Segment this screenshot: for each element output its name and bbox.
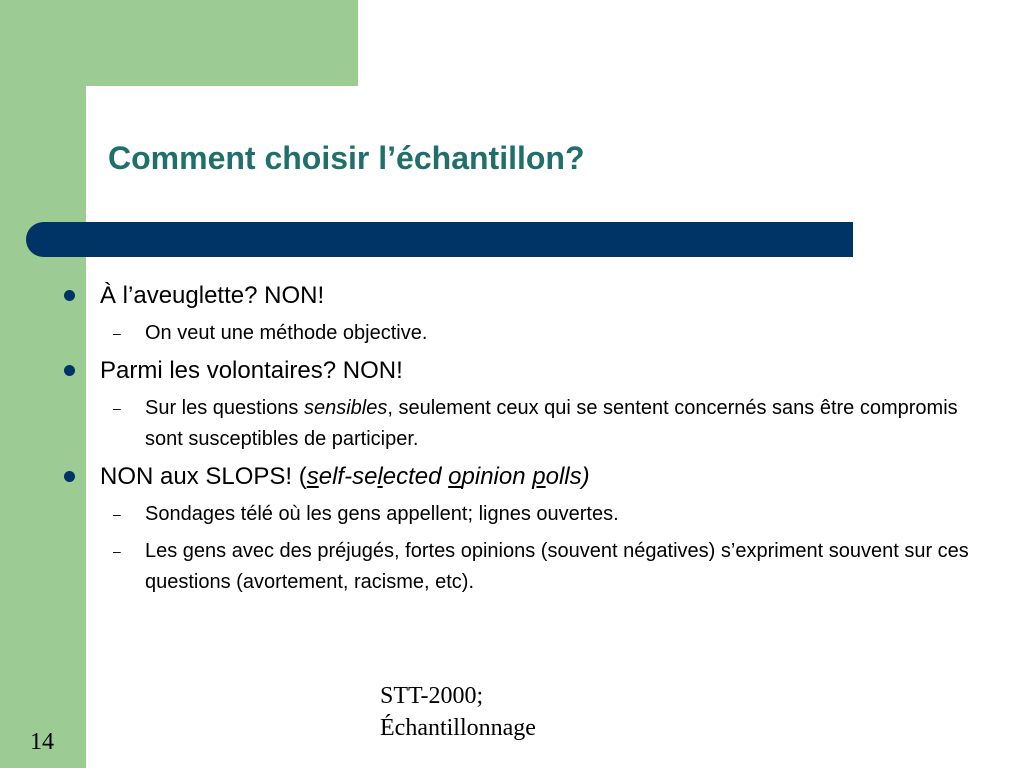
slide-footer [380,680,536,744]
bullet-point-3 [60,461,970,493]
bullet-point-1 [60,280,970,312]
bullet-icon [64,471,75,482]
title-underline-bar [26,222,853,257]
subpoint-text-after: , seulement ceux qui se sentent concernés sans être compromis sont susceptibles de participer. [145,397,958,450]
dash-icon: – [113,400,121,416]
footer-course-code: STT-2000; [380,683,484,709]
subpoint-1-1 [60,318,970,349]
footer-course-name: Échantillonnage [380,715,536,741]
dash-icon: – [113,543,121,559]
slops-letter-o: o [448,463,462,490]
subpoint-text: Sondages télé où les gens appellent; lignes ouvertes. [145,503,619,525]
bullet-icon [64,365,75,376]
subpoint-text-before: Sur les questions [145,397,304,419]
subpoint-emphasis: sensibles [303,397,388,419]
bullet-point-2 [60,355,970,387]
top-green-band [0,0,358,86]
subpoint-text: Les gens avec des préjugés, fortes opinions (souvent négatives) s’expriment souvent sur ces questions (avortement, racisme, etc). [145,540,969,593]
page-number: 14 [30,729,54,755]
subpoint-2-1 [60,393,970,455]
bullet-list [60,280,970,604]
subpoint-3-2 [60,536,970,598]
slops-letter-p: p [532,463,546,490]
subpoint-3-1 [60,499,970,530]
bullet-icon [64,290,75,301]
slops-text-part: olls) [545,463,590,490]
dash-icon: – [113,506,121,522]
slide-title: Comment choisir l’échantillon? [108,140,585,176]
slops-letter-s: s [306,463,319,490]
bullet-text-prefix: NON aux SLOPS! ( [100,463,307,490]
slops-text-part: pinion [461,463,533,490]
slops-text-part: elf-se [318,463,378,490]
slops-text-part: ected [382,463,449,490]
slops-letter-l: l [377,463,383,490]
dash-icon: – [113,325,121,341]
subpoint-text: On veut une méthode objective. [145,322,428,344]
bullet-text: À l’aveuglette? NON! [100,282,325,309]
bullet-text: Parmi les volontaires? NON! [100,357,403,384]
